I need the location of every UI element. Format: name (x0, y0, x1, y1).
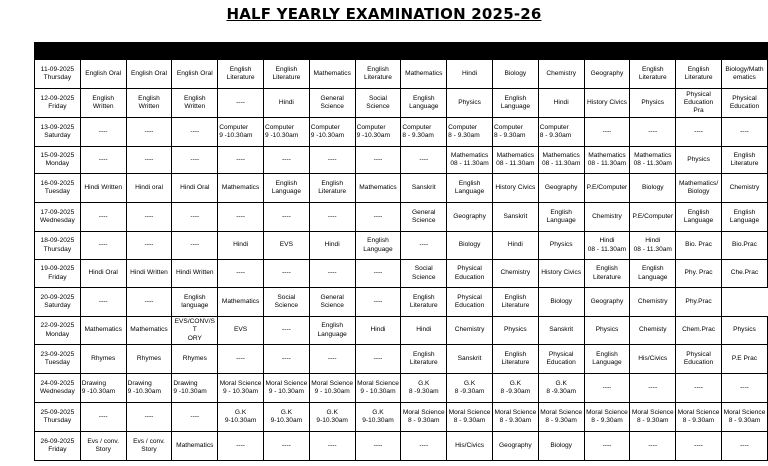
table-cell: ---- (80, 288, 126, 317)
table-row (35, 118, 768, 147)
date-text: 20-09-2025 (40, 293, 75, 301)
day-text: Thursday (43, 417, 72, 424)
page-title: HALF YEARLY EXAMINATION 2025-26 (226, 5, 542, 23)
table-cell: ---- (263, 147, 309, 174)
table-cell: Geography (584, 288, 630, 317)
date-cell (35, 60, 81, 89)
date-cell (35, 403, 81, 432)
table-cell: Computer 9 -10.30am (263, 118, 309, 147)
table-row (35, 403, 768, 432)
table-cell: ---- (80, 203, 126, 232)
table-cell: ---- (126, 288, 172, 317)
table-cell: Mathematics (126, 317, 172, 345)
table-cell: ---- (263, 317, 309, 345)
table-cell: Phy.Prac (676, 288, 722, 317)
table-cell: ---- (721, 374, 767, 403)
table-cell: Social Science (401, 260, 447, 288)
table-cell: G.K 8 -9.30am (492, 374, 538, 403)
table-cell: ---- (630, 374, 676, 403)
table-cell: Moral Science 8 - 9.30am (584, 403, 630, 432)
table-row (35, 432, 768, 461)
table-cell: General Science (309, 288, 355, 317)
table-cell: English Literature (218, 60, 264, 89)
table-cell: ---- (584, 374, 630, 403)
table-cell: ---- (401, 432, 447, 461)
table-cell: ---- (721, 432, 767, 461)
date-text: 11-09-2025 (40, 65, 75, 73)
date-text: 23-09-2025 (40, 350, 75, 358)
table-cell: English language (172, 288, 218, 317)
table-cell: Physical Education (447, 288, 493, 317)
table-cell: English Oral (80, 60, 126, 89)
table-cell: ---- (401, 232, 447, 260)
table-cell: Drawing 9 -10.30am (80, 374, 126, 403)
table-cell: Computer 8 - 9.30am (538, 118, 584, 147)
table-cell: English Literature (492, 345, 538, 374)
table-cell: Physics (538, 232, 584, 260)
table-cell: ---- (676, 432, 722, 461)
table-cell: ---- (80, 232, 126, 260)
table-cell: ---- (80, 147, 126, 174)
table-cell: Sanskrit (401, 174, 447, 203)
table-cell: ---- (126, 403, 172, 432)
day-text: Tuesday (44, 359, 70, 366)
table-cell: Rhymes (126, 345, 172, 374)
table-cell: English Literature (721, 147, 767, 174)
table-cell: Hindi Oral (172, 174, 218, 203)
table-cell: Biology (538, 432, 584, 461)
table-cell: ---- (355, 260, 401, 288)
table-cell: Evs / conv. Story (80, 432, 126, 461)
table-cell: Physical Education Pra (676, 89, 722, 118)
table-row (35, 260, 768, 288)
table-cell: Moral Science 8 - 9.30am (630, 403, 676, 432)
table-cell: Biology (447, 232, 493, 260)
table-cell: ---- (172, 232, 218, 260)
table-row (35, 174, 768, 203)
day-text: Monday (45, 160, 70, 167)
table-cell: Mathematics (355, 174, 401, 203)
table-cell: Drawing 9 -10.30am (126, 374, 172, 403)
table-cell: ---- (309, 203, 355, 232)
table-cell: Computer 9 -10.30am (309, 118, 355, 147)
table-cell: English Language (721, 203, 767, 232)
table-cell: Mathematics/ Biology (676, 174, 722, 203)
table-cell: Biology (538, 288, 584, 317)
table-cell: Mathematics 08 - 11.30am (447, 147, 493, 174)
table-cell: Chemistry (492, 260, 538, 288)
day-text: Thursday (43, 245, 72, 253)
date-text: 26-09-2025 (40, 437, 75, 445)
date-cell (35, 317, 81, 345)
table-cell: English Language (676, 203, 722, 232)
table-cell: Hindi (401, 317, 447, 345)
table-cell: ---- (126, 118, 172, 147)
table-cell: History Civics (538, 260, 584, 288)
table-row (35, 203, 768, 232)
table-cell: Sanskrit (538, 317, 584, 345)
table-cell: His/Civics (630, 345, 676, 374)
day-text: Tuesday (44, 188, 70, 195)
table-cell: English Language (355, 232, 401, 260)
date-text: 12-09-2025 (40, 94, 75, 102)
table-cell: ---- (309, 260, 355, 288)
table-cell: Physical Education (676, 345, 722, 374)
table-cell: Biology/Math ematics (721, 60, 767, 89)
table-cell: G.K 8 -9.30am (538, 374, 584, 403)
table-cell: English Literature (401, 288, 447, 317)
table-cell: G.K 8 -9.30am (401, 374, 447, 403)
table-cell: Hindi (492, 232, 538, 260)
table-cell: ---- (263, 432, 309, 461)
table-cell: Chemistry (721, 174, 767, 203)
table-cell: ---- (172, 147, 218, 174)
table-cell: English Language (584, 345, 630, 374)
table-cell: Computer 8 - 9.30am (447, 118, 493, 147)
table-cell: Bio. Prac (676, 232, 722, 260)
table-cell: History Civics (492, 174, 538, 203)
table-cell: ---- (126, 147, 172, 174)
table-cell: Physics (630, 89, 676, 118)
date-text: 17-09-2025 (40, 208, 75, 216)
table-cell: Hindi (355, 317, 401, 345)
table-cell: Social Science (263, 288, 309, 317)
table-cell: Computer 8 - 9.30am (492, 118, 538, 147)
table-cell: General Science (401, 203, 447, 232)
table-cell: ---- (172, 203, 218, 232)
table-cell: Chemistry (630, 288, 676, 317)
day-text: Monday (45, 330, 70, 338)
table-cell: English Language (401, 89, 447, 118)
table-cell: English Literature (630, 60, 676, 89)
table-cell: Moral Science 8 - 9.30am (401, 403, 447, 432)
table-cell: Sanskrit (447, 345, 493, 374)
table-cell: Mathematics 08 - 11.30am (492, 147, 538, 174)
table-row (35, 374, 768, 403)
table-cell: English Written (80, 89, 126, 118)
table-cell: Moral Science 8 - 9.30am (447, 403, 493, 432)
table-cell: Sanskrit (492, 203, 538, 232)
day-text: Saturday (44, 302, 71, 309)
table-cell: Mathematics 08 - 11.30am (584, 147, 630, 174)
table-cell: General Science (309, 89, 355, 118)
table-cell: ---- (355, 147, 401, 174)
table-cell: ---- (630, 432, 676, 461)
table-cell: G.K 9-10.30am (309, 403, 355, 432)
table-cell: Biology (492, 60, 538, 89)
table-cell: Physics (584, 317, 630, 345)
table-cell: P.E Prac (721, 345, 767, 374)
table-cell: ---- (218, 147, 264, 174)
table-row (35, 317, 768, 345)
table-cell: Moral Science 8 - 9.30am (721, 403, 767, 432)
date-cell (35, 118, 81, 147)
date-cell (35, 260, 81, 288)
table-cell: Mathematics 08 - 11.30am (630, 147, 676, 174)
table-cell: Mathematics (401, 60, 447, 89)
table-cell: Rhymes (80, 345, 126, 374)
table-cell: ---- (263, 260, 309, 288)
table-cell: Moral Science 8 - 9.30am (538, 403, 584, 432)
table-cell: ---- (309, 432, 355, 461)
table-cell: ---- (355, 288, 401, 317)
table-cell: ---- (218, 203, 264, 232)
table-row (35, 89, 768, 118)
table-cell: ---- (218, 89, 264, 118)
table-cell: Social Science (355, 89, 401, 118)
table-cell: ---- (355, 345, 401, 374)
table-cell: Chemistry (584, 203, 630, 232)
table-cell: G.K 9-10.30am (218, 403, 264, 432)
table-cell: English Literature (401, 345, 447, 374)
table-cell: English Language (263, 174, 309, 203)
table-cell: ---- (584, 432, 630, 461)
table-row (35, 288, 768, 317)
table-cell: History Civics (584, 89, 630, 118)
table-cell: English Oral (126, 60, 172, 89)
day-text: Wednesday (40, 217, 75, 224)
table-cell: Hindi Oral (80, 260, 126, 288)
table-cell: Hindi (309, 232, 355, 260)
table-cell: His/Civics (447, 432, 493, 461)
table-cell: English Language (447, 174, 493, 203)
table-cell: Moral Science 9 - 10.30am (218, 374, 264, 403)
day-text: Friday (48, 273, 67, 281)
table-cell: Geography (492, 432, 538, 461)
table-cell: English Literature (263, 60, 309, 89)
table-cell: ---- (263, 203, 309, 232)
table-cell: Geography (538, 174, 584, 203)
table-cell: English Language (492, 89, 538, 118)
day-text: Friday (48, 103, 67, 110)
table-cell: ---- (355, 203, 401, 232)
table-cell: Physical Education (447, 260, 493, 288)
table-cell: English Language (309, 317, 355, 345)
table-cell: ---- (584, 118, 630, 147)
table-cell: Hindi 08 - 11.30am (630, 232, 676, 260)
date-cell (35, 174, 81, 203)
table-cell: Computer 8 - 9.30am (401, 118, 447, 147)
date-text: 19-09-2025 (40, 265, 75, 273)
table-cell: Mathematics (172, 432, 218, 461)
table-cell: Physics (447, 89, 493, 118)
table-cell: Moral Science 9 - 10.30am (263, 374, 309, 403)
table-cell: Hindi (447, 60, 493, 89)
table-cell: Hindi (218, 232, 264, 260)
table-cell: Chemistry (538, 60, 584, 89)
table-cell: Hindi 08 - 11.30am (584, 232, 630, 260)
table-cell: Bio.Prac (721, 232, 767, 260)
table-cell: Biology (630, 174, 676, 203)
table-cell: G.K 8 -9.30am (447, 374, 493, 403)
table-cell: Computer 9 -10.30am (218, 118, 264, 147)
date-cell (35, 345, 81, 374)
table-cell: English Language (538, 203, 584, 232)
table-cell: Physical Education (538, 345, 584, 374)
table-cell: English Language (630, 260, 676, 288)
table-cell: Mathematics 08 - 11.30am (538, 147, 584, 174)
table-cell: English Literature (355, 60, 401, 89)
table-cell: ---- (218, 345, 264, 374)
table-cell: ---- (676, 374, 722, 403)
exam-timetable (34, 59, 768, 461)
date-cell (35, 232, 81, 260)
table-cell: English Oral (172, 60, 218, 89)
table-cell: Hindi (538, 89, 584, 118)
date-text: 22-09-2025 (40, 322, 75, 330)
table-cell: ---- (401, 147, 447, 174)
table-cell: ---- (355, 432, 401, 461)
table-cell: ---- (172, 403, 218, 432)
table-cell: English Literature (492, 288, 538, 317)
table-cell: G.K 9-10.30am (263, 403, 309, 432)
day-text: Friday (48, 446, 67, 453)
date-cell (35, 432, 81, 461)
table-cell: Che.Prac (721, 260, 767, 288)
table-cell: Geography (447, 203, 493, 232)
date-text: 25-09-2025 (40, 408, 75, 416)
date-text: 15-09-2025 (40, 151, 75, 159)
table-cell: EVS (263, 232, 309, 260)
table-cell: Geography (584, 60, 630, 89)
table-cell: EVS/CONV/ST ORY (172, 317, 218, 345)
table-cell: Mathematics (309, 60, 355, 89)
date-cell (35, 203, 81, 232)
table-cell: Physical Education (721, 89, 767, 118)
table-cell: Drawing 9 -10.30am (172, 374, 218, 403)
table-row (35, 60, 768, 89)
table-cell: ---- (309, 147, 355, 174)
table-cell: Phy. Prac (676, 260, 722, 288)
table-row (35, 345, 768, 374)
table-cell: ---- (172, 118, 218, 147)
date-text: 24-09-2025 (40, 379, 75, 387)
table-cell: Hindi oral (126, 174, 172, 203)
table-cell: Moral Science 8 - 9.30am (676, 403, 722, 432)
table-cell: Rhymes (172, 345, 218, 374)
table-cell: ---- (721, 118, 767, 147)
table-cell: P.E/Computer (584, 174, 630, 203)
table-cell: Physics (676, 147, 722, 174)
table-cell: Mathematics (80, 317, 126, 345)
table-cell: ---- (630, 118, 676, 147)
table-cell: Computer 9 -10.30am (355, 118, 401, 147)
table-cell: Hindi Written (172, 260, 218, 288)
date-cell (35, 374, 81, 403)
table-cell: Hindi Written (80, 174, 126, 203)
date-text: 18-09-2025 (40, 237, 75, 245)
table-cell: ---- (218, 260, 264, 288)
day-text: Saturday (44, 132, 71, 139)
date-text: 16-09-2025 (40, 179, 75, 187)
table-cell: Evs / conv. Story (126, 432, 172, 461)
table-cell: ---- (80, 118, 126, 147)
table-cell: Hindi (263, 89, 309, 118)
table-cell: Physics (721, 317, 767, 345)
day-text: Thursday (43, 74, 72, 81)
table-cell: ---- (126, 232, 172, 260)
table-row (35, 232, 768, 260)
table-cell: English Written (126, 89, 172, 118)
table-cell: Moral Science 8 - 9.30am (492, 403, 538, 432)
date-text: 13-09-2025 (40, 123, 75, 131)
table-cell: Chemisty (630, 317, 676, 345)
table-cell: English Literature (676, 60, 722, 89)
table-cell: Chemistry (447, 317, 493, 345)
table-cell: English Literature (584, 260, 630, 288)
table-cell: Hindi Written (126, 260, 172, 288)
table-cell: Physics (492, 317, 538, 345)
table-cell: ---- (676, 118, 722, 147)
table-cell: EVS (218, 317, 264, 345)
table-cell: Mathematics (218, 288, 264, 317)
date-cell (35, 89, 81, 118)
table-cell: ---- (263, 345, 309, 374)
date-cell (35, 147, 81, 174)
table-cell: English Written (172, 89, 218, 118)
table-cell: Moral Science 9 - 10.30am (355, 374, 401, 403)
day-text: Wednesday (40, 388, 75, 395)
table-cell: Moral Science 9 - 10.30am (309, 374, 355, 403)
table-cell: ---- (309, 345, 355, 374)
table-cell: Chem.Prac (676, 317, 722, 345)
table-cell: English Literature (309, 174, 355, 203)
table-row (35, 147, 768, 174)
header-bar (34, 42, 768, 59)
table-cell: G.K 9-10.30am (355, 403, 401, 432)
table-cell: ---- (126, 203, 172, 232)
date-cell (35, 288, 81, 317)
table-cell: ---- (80, 403, 126, 432)
table-cell: ---- (218, 432, 264, 461)
table-cell: P.E/Computer (630, 203, 676, 232)
table-cell: Mathematics (218, 174, 264, 203)
